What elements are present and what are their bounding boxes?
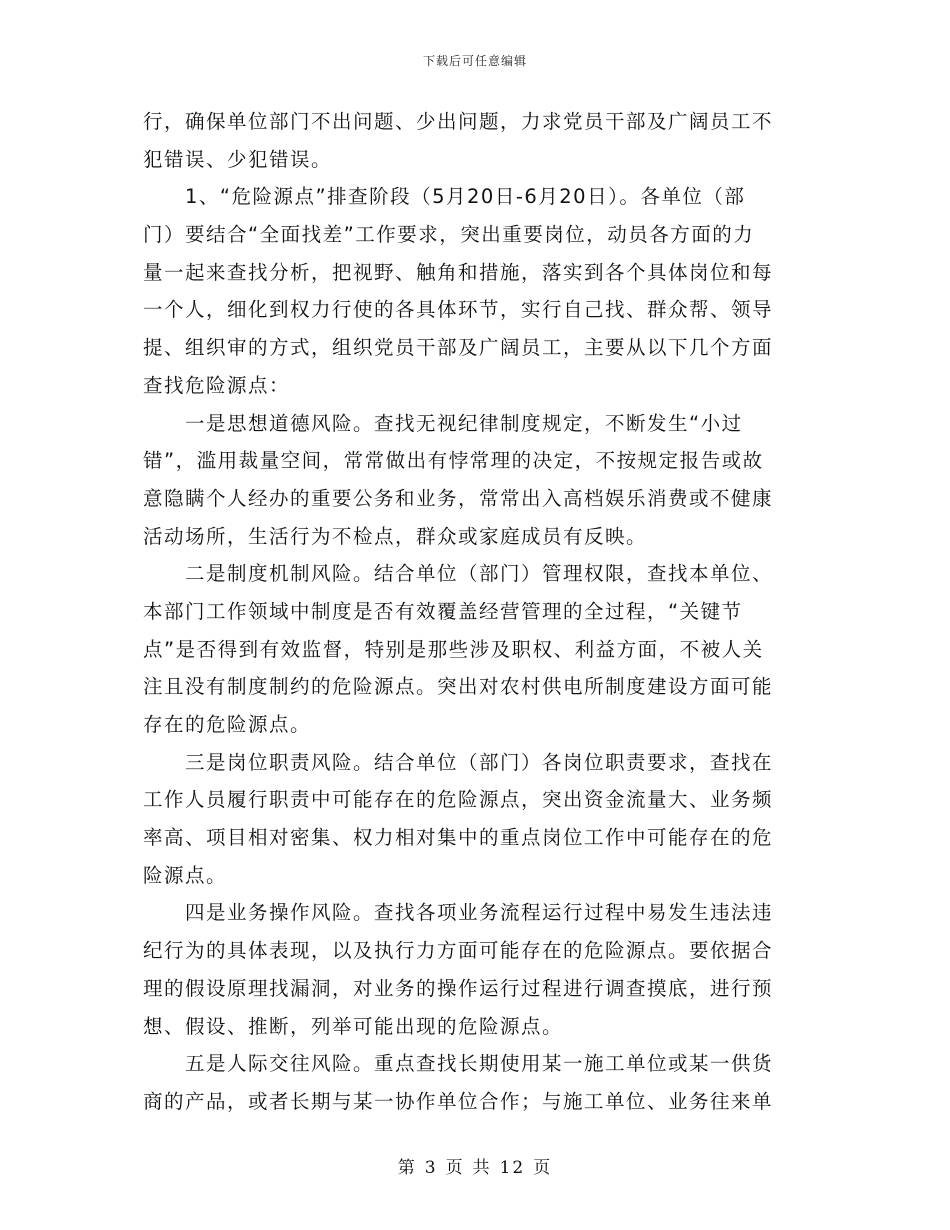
text-line: 五是人际交往风险。重点查找长期使用某一施工单位或某一供货 [143, 1052, 774, 1076]
text-line: 查找危险源点： [143, 373, 291, 397]
text-line: 想、假设、推断，列举可能出现的危险源点。 [143, 1014, 564, 1038]
text-line: 本部门工作领域中制度是否有效覆盖经营管理的全过程，“关键节 [143, 599, 743, 623]
text-line: 意隐瞒个人经办的重要公务和业务，常常出入高档娱乐消费或不健康 [143, 486, 774, 510]
document-body [143, 103, 798, 1121]
text-line: 门）要结合“全面找差”工作要求，突出重要岗位，动员各方面的力 [143, 223, 755, 247]
text-line: 一个人，细化到权力行使的各具体环节，实行自己找、群众帮、领导 [143, 298, 774, 322]
text-line: 商的产品，或者长期与某一协作单位合作；与施工单位、业务往来单 [143, 1089, 774, 1113]
total-unit: 页 [533, 1158, 553, 1178]
page-header: 下载后可任意编辑 [422, 54, 527, 68]
text-line: 点”是否得到有效监督，特别是那些涉及职权、利益方面，不被人关 [143, 637, 764, 661]
text-line: 行，确保单位部门不出问题、少出问题，力求党员干部及广阔员工不 [143, 110, 774, 133]
total-pages: 12 [499, 1158, 526, 1178]
text-line: 二是制度机制风险。结合单位（部门）管理权限，查找本单位、 [143, 562, 774, 586]
text-line: 活动场所，生活行为不检点，群众或家庭成员有反映。 [143, 524, 648, 548]
total-label: 共 [472, 1158, 492, 1178]
text-line: 四是业务操作风险。查找各项业务流程运行过程中易发生违法违 [143, 901, 774, 925]
text-line: 存在的危险源点。 [143, 713, 312, 736]
page-unit: 页 [445, 1158, 465, 1178]
text-line: 错”，滥用裁量空间，常常做出有悖常理的决定，不按规定报告或故 [143, 449, 764, 473]
text-line: 率高、项目相对密集、权力相对集中的重点岗位工作中可能存在的危 [143, 826, 774, 850]
text-line: 量一起来查找分析，把视野、触角和措施，落实到各个具体岗位和每 [143, 260, 774, 284]
page-number: 3 [424, 1158, 438, 1178]
text-line: 三是岗位职责风险。结合单位（部门）各岗位职责要求，查找在 [143, 750, 774, 774]
text-line: 理的假设原理找漏洞，对业务的操作运行过程进行调查摸底，进行预 [143, 976, 774, 1000]
text-line: 提、组织审的方式，组织党员干部及广阔员工，主要从以下几个方面 [143, 336, 774, 360]
text-line: 纪行为的具体表现，以及执行力方面可能存在的危险源点。要依据合 [143, 939, 774, 963]
text-line: 注且没有制度制约的危险源点。突出对农村供电所制度建设方面可能 [143, 675, 774, 699]
text-line: 工作人员履行职责中可能存在的危险源点，突出资金流量大、业务频 [143, 788, 774, 812]
text-line: 一是思想道德风险。查找无视纪律制度规定，不断发生“小过 [143, 411, 743, 435]
text-line: 1、“危险源点”排查阶段（5月20日-6月20日）。各单位（部 [143, 185, 746, 209]
page-footer [0, 1153, 950, 1178]
text-line: 犯错误、少犯错误。 [143, 147, 333, 171]
page-label: 第 [397, 1158, 417, 1178]
text-line: 险源点。 [143, 863, 228, 887]
